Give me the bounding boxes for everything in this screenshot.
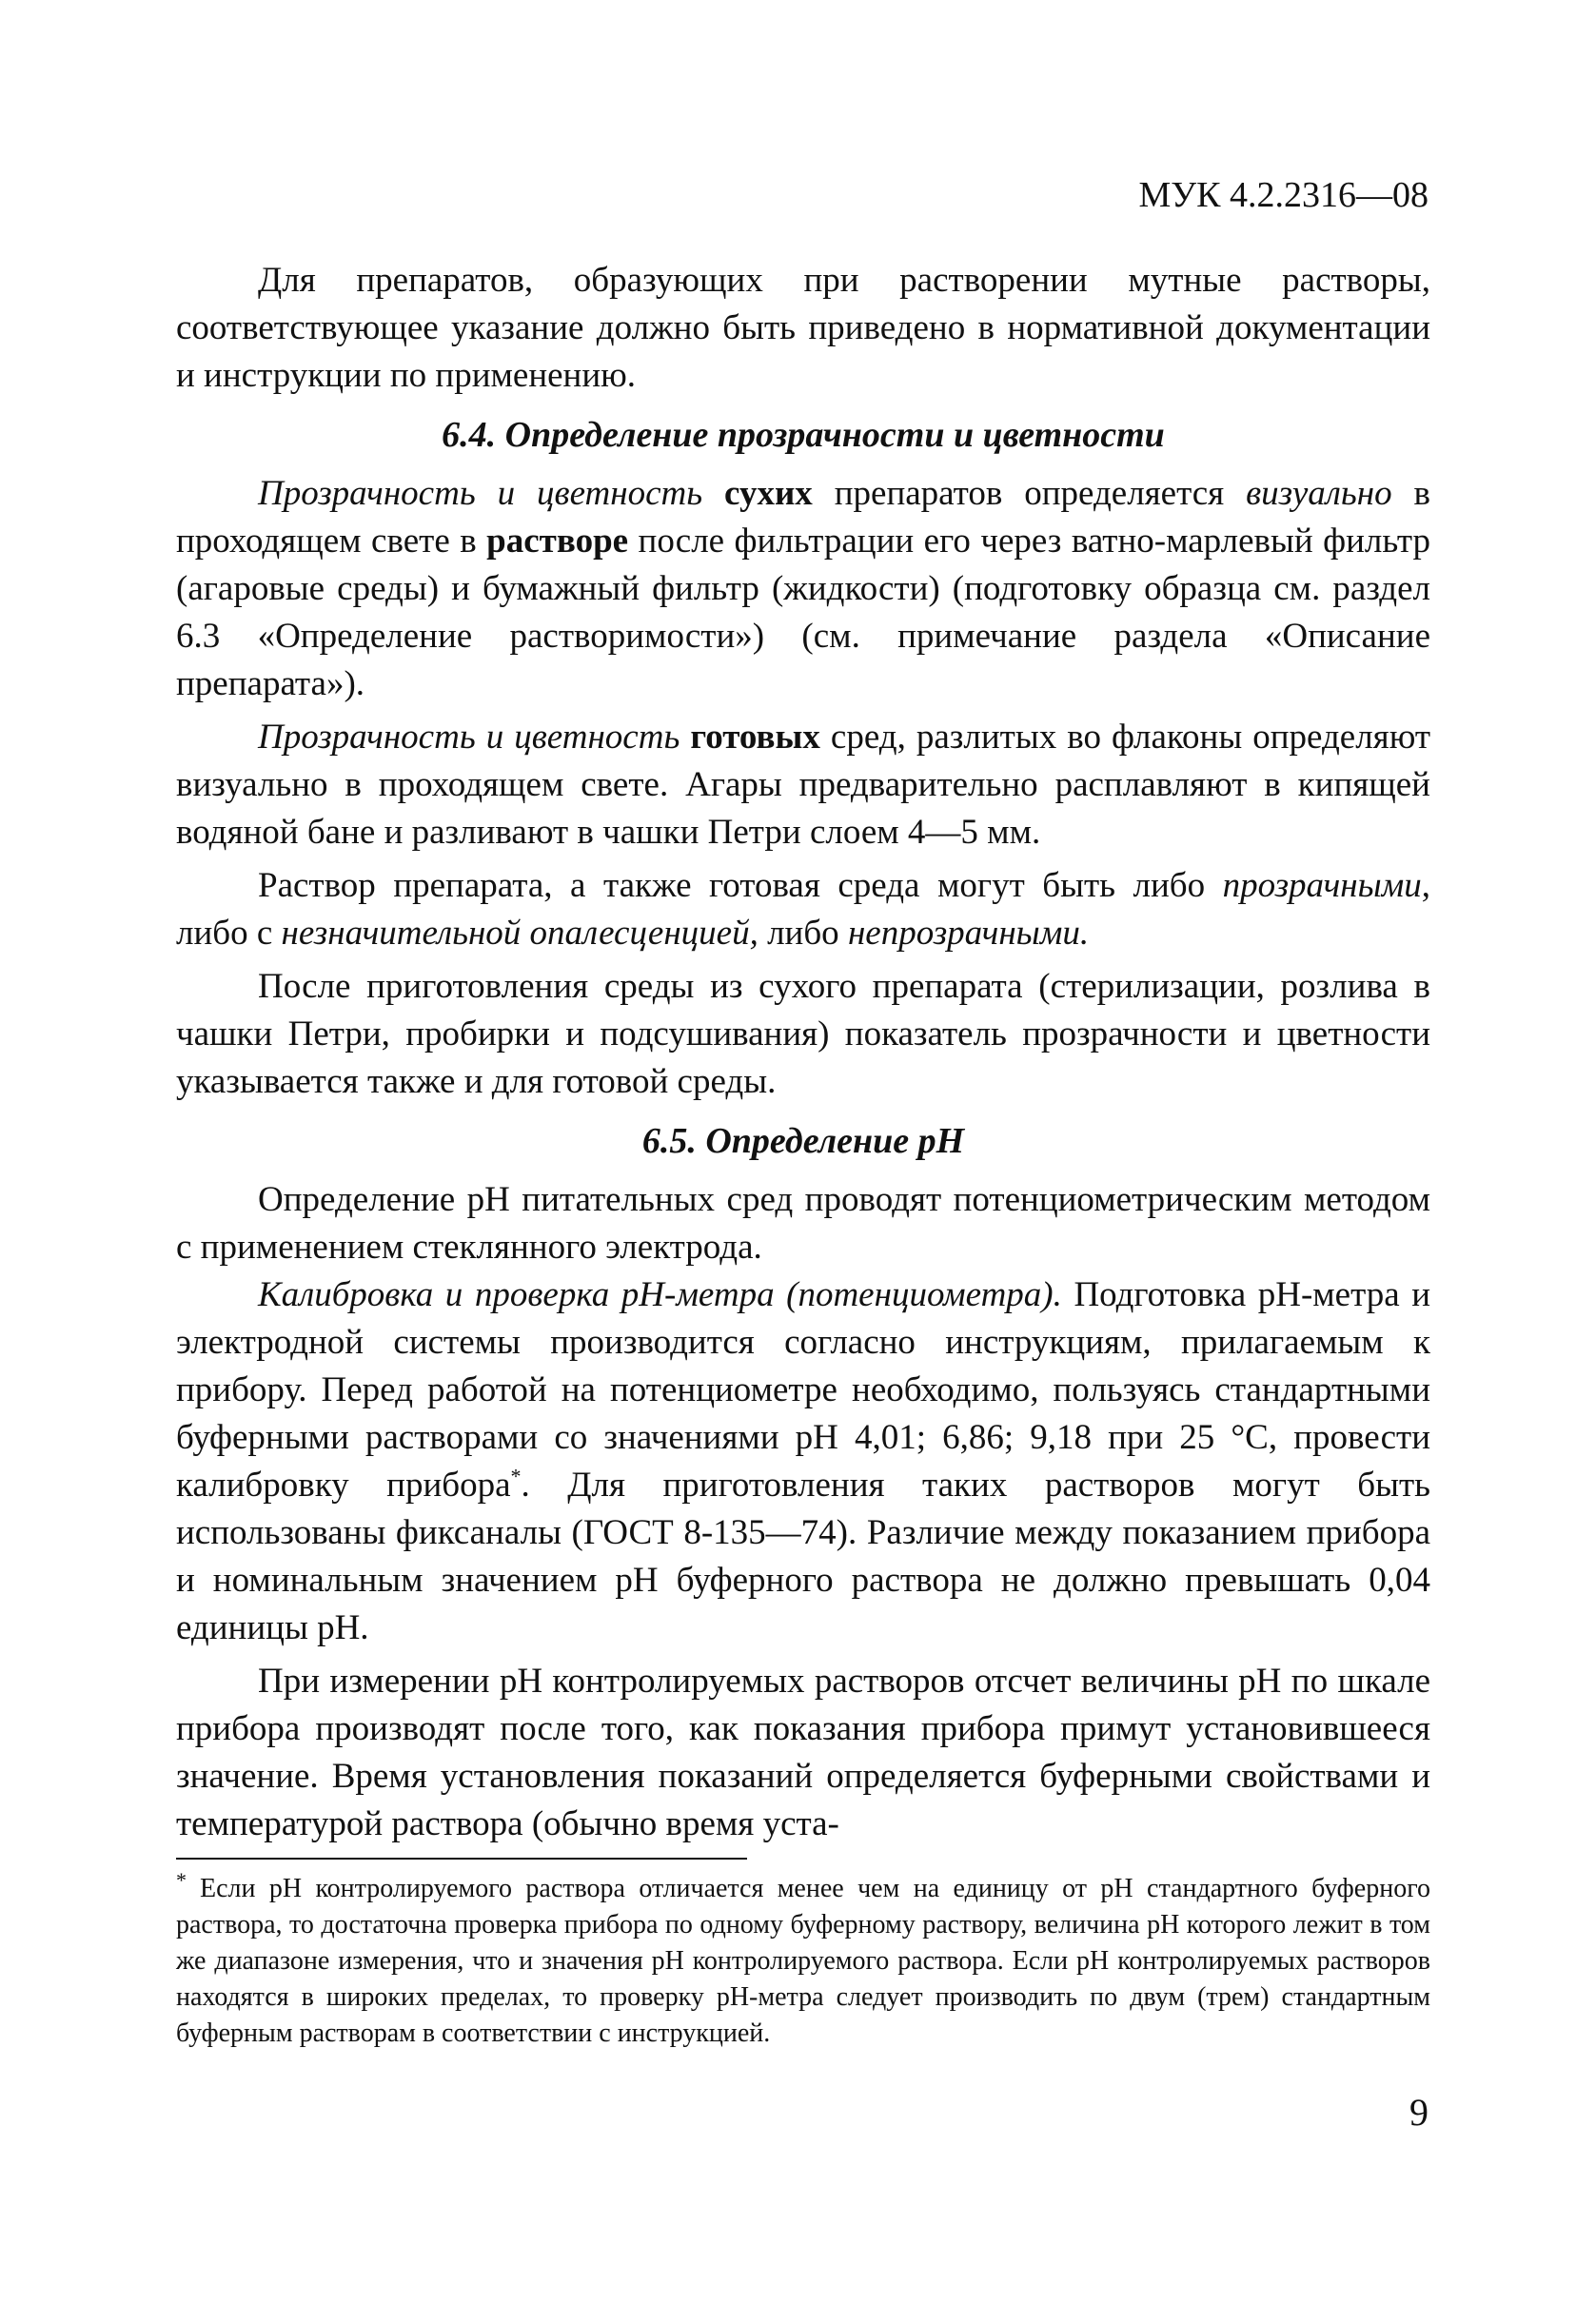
ph-method-paragraph: Определение pH питательных сред проводят потенциометрическим методом с применением стеклянного электрода.: [176, 1180, 1430, 1267]
term-opaque: непрозрачными.: [847, 914, 1090, 953]
term-visually: визуально: [1246, 474, 1392, 513]
term-transparency-color: Прозрачность и цветность: [258, 718, 680, 757]
text-span: , либо с: [176, 866, 1430, 953]
text-span: либо: [758, 914, 848, 953]
page-number: 9: [1409, 2091, 1429, 2134]
footnote-text: [176, 1867, 1430, 2052]
term-dry: сухих: [724, 474, 813, 513]
term-transparency-color: Прозрачность и цветность: [258, 474, 703, 513]
term-ready: готовых: [690, 718, 820, 757]
section-6-5-heading: 6.5. Определение pH: [641, 1121, 965, 1161]
text-span: в проходящем свете в: [176, 474, 1431, 561]
footnote-body: Если pH контролируемого раствора отличается менее чем на единицу от pH стандартного буферного раствора, то достаточна проверка прибора по одному буферному раствору, величина pH которого лежит в том же диапазоне измерения, что и значения pH контролируемого раствора. Если pH контролируемых растворов находятся в широких пределах, то проверку pH-метра следует производить по двум (трем) стандартным буферным растворам в соответствии с инструкцией.: [176, 1874, 1430, 2048]
text-span: после фильтрации его через ватно-марлевый фильтр (агаровые среды) и бумажный фильтр (жидкости) (подготовку образца см. раздел 6.3 «Определение растворимости») (см. примечание раздела «Описание препарата»).: [176, 522, 1430, 703]
after-preparation-paragraph: После приготовления среды из сухого препарата (стерилизации, розлива в чашки Петри, пробирки и подсушивания) показатель прозрачности и цветности указывается также и для готовой среды.: [176, 967, 1430, 1101]
text-span: сред, разлитых во флаконы определяют визуально в проходящем свете. Агары предварительно расплавляют в кипящей водяной бане и разливают в чашки Петри слоем 4—5 мм.: [176, 718, 1431, 852]
transparency-ready-paragraph: [176, 714, 1430, 857]
measurement-paragraph: При измерении pH контролируемых растворов отсчет величины pH по шкале прибора производят после того, как показания прибора примут установившееся значение. Время установления показаний определяется буферными свойствами и температурой раствора (обычно время уста-: [176, 1662, 1430, 1843]
text-span: . Для приготовления таких растворов могут быть использованы фиксаналы (ГОСТ 8-135—74). Различие между показанием прибора и номинальным значением pH буферного раствора не должно превышать 0,04 единицы pH.: [176, 1466, 1430, 1647]
intro-paragraph: Для препаратов, образующих при растворении мутные растворы, соответствующее указание должно быть приведено в нормативной документации и инструкции по применению.: [176, 261, 1430, 395]
calibration-paragraph: [176, 1271, 1430, 1652]
solution-state-paragraph: [176, 862, 1430, 957]
text-span: Раствор препарата, а также готовая среда могут быть либо: [258, 866, 1223, 905]
footnote: [176, 1867, 1430, 2052]
footnote-mark: *: [176, 1867, 187, 1892]
text-span: препаратов определяется: [812, 474, 1247, 513]
document-code-header: МУК 4.2.2316—08: [1138, 175, 1429, 215]
term-transparent: прозрачными: [1222, 866, 1422, 905]
footnote-divider: [176, 1858, 747, 1860]
text-span: [680, 718, 690, 757]
section-6-4-heading: 6.4. Определение прозрачности и цветности: [442, 415, 1165, 455]
transparency-dry-paragraph: [176, 470, 1430, 708]
text-span: [702, 474, 724, 513]
footnote-reference: *: [510, 1464, 522, 1488]
main-text: [176, 257, 1430, 1848]
term-calibration: Калибровка и проверка pH-метра (потенциометра).: [258, 1275, 1062, 1314]
text-span: Подготовка pH-метра и электродной системы производится согласно инструкциям, прилагаемым к прибору. Перед работой на потенциометре необходимо, пользуясь стандартными буферными растворами со значениями pH 4,01; 6,86; 9,18 при 25 °С, провести калибровку прибора: [176, 1275, 1430, 1505]
term-opalescence: незначительной опалесценцией,: [281, 914, 759, 953]
term-solution: растворе: [486, 522, 629, 561]
